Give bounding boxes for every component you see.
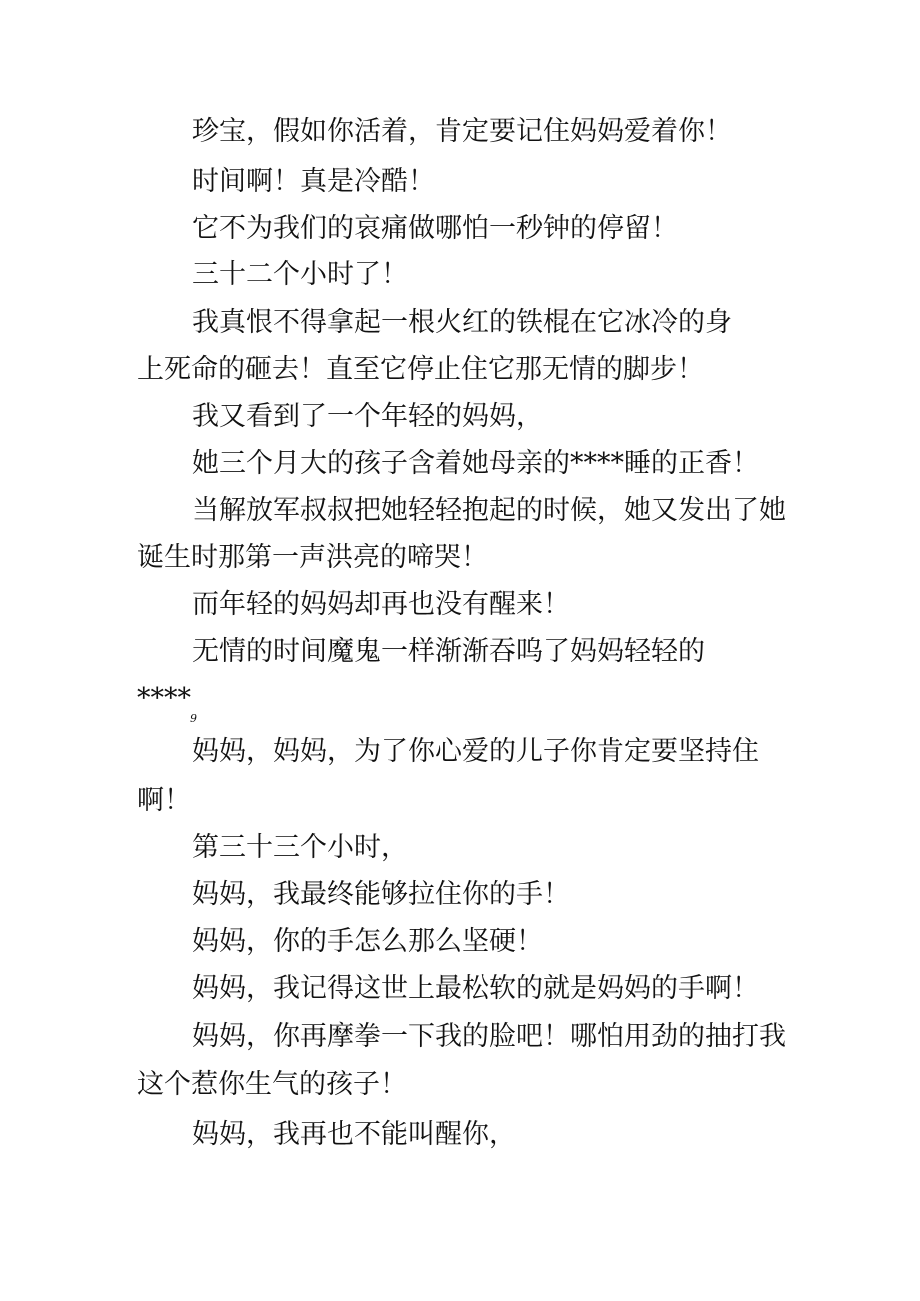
text-line: 她三个月大的孩子含着她母亲的****睡的正香！ [192, 448, 759, 479]
text-line: 上死命的砸去！直至它停止住它那无情的脚步！ [137, 354, 704, 385]
text-line: 我又看到了一个年轻的妈妈， [192, 401, 543, 432]
footnote-mark: 9 [190, 712, 197, 725]
text-line: 啊！ [137, 785, 191, 816]
text-line: 妈妈，妈妈，为了你心爱的儿子你肯定要坚持住 [192, 736, 759, 767]
text-line: 这个惹你生气的孩子！ [137, 1069, 407, 1100]
text-line: 第三十三个小时， [192, 832, 408, 863]
text-line: **** [137, 683, 191, 714]
text-line: 而年轻的妈妈却再也没有醒来！ [192, 589, 570, 620]
text-line: 妈妈，你再摩拳一下我的脸吧！哪怕用劲的抽打我 [192, 1021, 786, 1052]
text-line: 珍宝，假如你活着，肯定要记住妈妈爱着你！ [192, 116, 732, 147]
text-line: 无情的时间魔鬼一样渐渐吞呜了妈妈轻轻的 [192, 636, 705, 667]
text-line: 当解放军叔叔把她轻轻抱起的时候，她又发出了她 [192, 495, 786, 526]
text-line: 妈妈，我记得这世上最松软的就是妈妈的手啊！ [192, 973, 759, 1004]
text-line: 妈妈，我最终能够拉住你的手！ [192, 879, 570, 910]
text-line: 三十二个小时了！ [192, 259, 408, 290]
text-line: 妈妈，我再也不能叫醒你， [192, 1119, 516, 1150]
text-line: 我真恨不得拿起一根火红的铁棍在它冰冷的身 [192, 307, 732, 338]
text-line: 它不为我们的哀痛做哪怕一秒钟的停留！ [192, 213, 678, 244]
text-line: 妈妈，你的手怎么那么坚硬！ [192, 926, 543, 957]
text-line: 诞生时那第一声洪亮的啼哭！ [137, 542, 488, 573]
text-line: 时间啊！真是冷酷！ [192, 166, 435, 197]
